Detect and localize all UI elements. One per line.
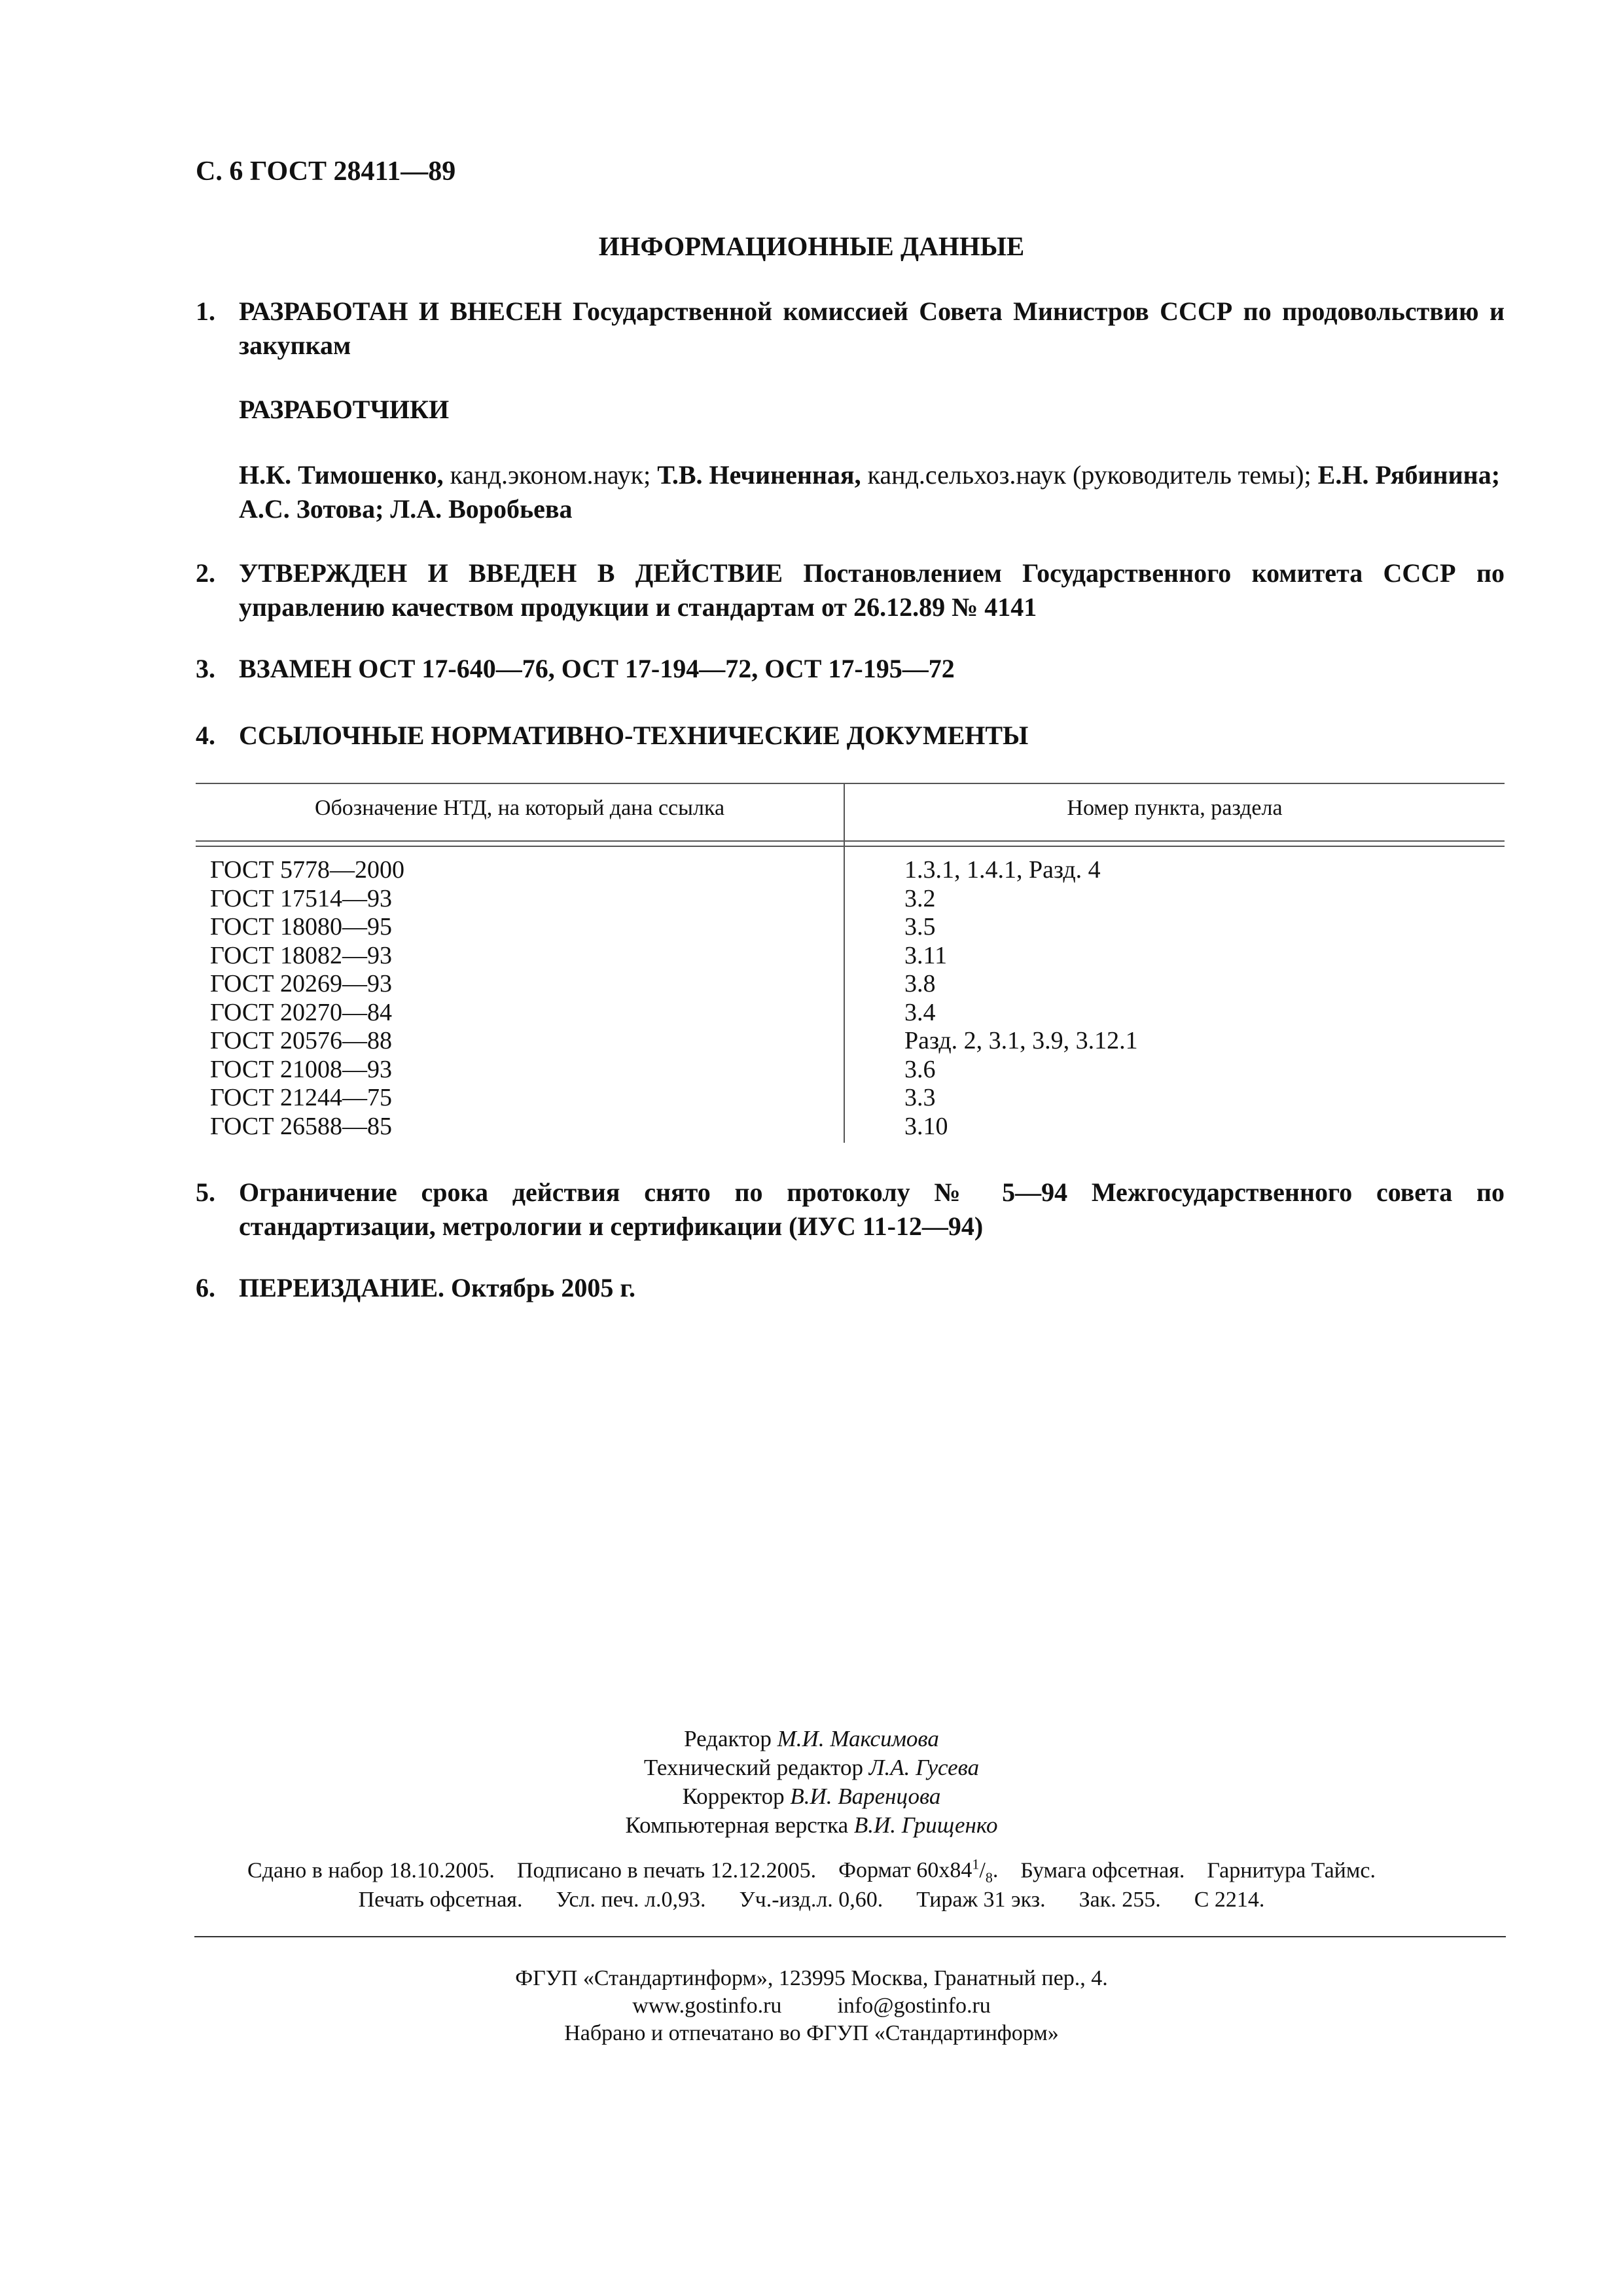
imprint-zak: Зак. 255. — [1079, 1888, 1161, 1912]
item-number: 4. — [196, 721, 215, 750]
developers-heading: РАЗРАБОТЧИКИ — [239, 395, 450, 424]
developer-degree: канд.сельхоз.наук (руководитель темы); — [861, 460, 1318, 490]
item-2 — [196, 556, 1505, 624]
table-cell-section: 3.10 — [904, 1112, 948, 1140]
credit-layout — [0, 1811, 1623, 1840]
item-text: РАЗРАБОТАН И ВНЕСЕН Государственной комиссией Совета Министров СССР по продовольствию и закупкам — [239, 296, 1505, 360]
imprint-signed: Подписано в печать 12.12.2005. — [516, 1858, 817, 1883]
table-top-rule — [196, 783, 1505, 784]
table-column-section — [904, 856, 1138, 1141]
publisher-printed: Набрано и отпечатано во ФГУП «Стандартинформ» — [564, 2021, 1059, 2045]
credit-role: Корректор — [682, 1784, 785, 1809]
item-4 — [196, 719, 1505, 753]
credit-name: М.И. Максимова — [777, 1726, 939, 1751]
credit-role: Технический редактор — [643, 1755, 864, 1780]
item-6 — [196, 1271, 1505, 1305]
table-cell-section: 3.8 — [904, 970, 936, 997]
table-header-section: Номер пункта, раздела — [1067, 796, 1283, 820]
imprint-uch: Уч.-изд.л. 0,60. — [739, 1888, 883, 1912]
table-cell-section: 3.3 — [904, 1084, 936, 1111]
developer-names: Е.Н. Рябинина; А.С. Зотова; Л.А. Воробьева — [239, 460, 1501, 524]
publisher-website[interactable]: www.gostinfo.ru — [632, 1994, 782, 2018]
credit-tech-editor — [0, 1753, 1623, 1782]
developers-list — [239, 458, 1505, 526]
item-1 — [196, 295, 1505, 363]
item-number: 3. — [196, 654, 215, 683]
table-column-divider — [844, 783, 845, 1143]
imprint-usl: Усл. печ. л.0,93. — [556, 1888, 706, 1912]
item-text: УТВЕРЖДЕН И ВВЕДЕН В ДЕЙСТВИЕ Постановлением Государственного комитета СССР по управлению качеством продукции и стандартам от 26.12.89 № 4141 — [239, 558, 1505, 622]
table-cell-designation: ГОСТ 26588—85 — [210, 1112, 392, 1140]
publisher-address: ФГУП «Стандартинформ», 123995 Москва, Гранатный пер., 4. — [515, 1966, 1108, 1990]
imprint-c: С 2214. — [1194, 1888, 1265, 1912]
imprint-sent: Сдано в набор 18.10.2005. — [247, 1858, 495, 1883]
table-cell-section: 3.4 — [904, 998, 936, 1026]
publisher-email[interactable]: info@gostinfo.ru — [837, 1994, 991, 2018]
table-cell-designation: ГОСТ 20270—84 — [210, 998, 392, 1026]
table-cell-designation: ГОСТ 20269—93 — [210, 970, 392, 997]
publisher-contacts — [0, 1992, 1623, 2020]
table-cell-section: 3.6 — [904, 1055, 936, 1083]
item-3 — [196, 652, 1505, 686]
table-header-designation: Обозначение НТД, на который дана ссылка — [314, 796, 725, 820]
item-number: 2. — [196, 558, 215, 588]
format-prefix: Формат 60х84 — [838, 1858, 972, 1883]
developer-name: Н.К. Тимошенко, — [239, 460, 444, 490]
imprint-format — [838, 1856, 999, 1886]
table-cell-section: 3.2 — [904, 884, 936, 912]
table-header-rule — [196, 840, 1505, 842]
item-text: ВЗАМЕН ОСТ 17-640—76, ОСТ 17-194—72, ОСТ 17-195—72 — [239, 654, 955, 683]
table-cell-designation: ГОСТ 21244—75 — [210, 1084, 392, 1111]
item-number: 1. — [196, 296, 215, 326]
table-cell-section: 1.3.1, 1.4.1, Разд. 4 — [904, 856, 1101, 884]
item-number: 5. — [196, 1177, 215, 1207]
credit-editor — [0, 1725, 1623, 1753]
format-slash: / — [979, 1858, 986, 1883]
developer-name: Т.В. Нечиненная, — [657, 460, 861, 490]
item-text: Ограничение срока действия снято по протоколу № 5—94 Межгосударственного совета по стандартизации, метрологии и сертификации (ИУС 11-12—94) — [239, 1177, 1505, 1241]
developer-degree: канд.эконом.наук; — [443, 460, 658, 490]
credit-name: В.И. Варенцова — [790, 1784, 941, 1809]
footer-rule — [194, 1936, 1506, 1937]
format-sub: 8 — [985, 1869, 993, 1886]
reference-table — [196, 783, 1505, 1143]
table-cell-designation: ГОСТ 5778—2000 — [210, 856, 404, 884]
credit-role: Компьютерная верстка — [625, 1812, 849, 1838]
item-text: ССЫЛОЧНЫЕ НОРМАТИВНО-ТЕХНИЧЕСКИЕ ДОКУМЕНТЫ — [239, 721, 1029, 750]
imprint-font: Гарнитура Таймс. — [1207, 1858, 1376, 1883]
table-cell-designation: ГОСТ 18080—95 — [210, 913, 392, 941]
imprint-paper: Бумага офсетная. — [1020, 1858, 1185, 1883]
credit-role: Редактор — [684, 1726, 772, 1751]
imprint-print: Печать офсетная. — [358, 1888, 523, 1912]
imprint-tirazh: Тираж 31 экз. — [916, 1888, 1046, 1912]
page-header: С. 6 ГОСТ 28411—89 — [196, 156, 456, 187]
credits-block — [0, 1725, 1623, 1840]
imprint-line-2 — [0, 1888, 1623, 1912]
table-cell-designation: ГОСТ 17514—93 — [210, 884, 392, 912]
table-column-designation — [210, 856, 404, 1141]
table-cell-designation: ГОСТ 21008—93 — [210, 1055, 392, 1083]
item-number: 6. — [196, 1273, 215, 1302]
table-cell-section: 3.11 — [904, 941, 948, 969]
format-post: . — [992, 1858, 999, 1883]
table-cell-designation: ГОСТ 18082—93 — [210, 941, 392, 969]
table-cell-section: Разд. 2, 3.1, 3.9, 3.12.1 — [904, 1027, 1138, 1054]
table-cell-section: 3.5 — [904, 913, 936, 941]
table-cell-designation: ГОСТ 20576—88 — [210, 1027, 392, 1054]
section-title: ИНФОРМАЦИОННЫЕ ДАННЫЕ — [598, 231, 1025, 261]
format-sup: 1 — [972, 1856, 980, 1873]
table-header-rule — [196, 846, 1505, 847]
credit-name: Л.А. Гусева — [868, 1755, 980, 1780]
item-text: ПЕРЕИЗДАНИЕ. Октябрь 2005 г. — [239, 1273, 635, 1302]
publisher-footer — [0, 1965, 1623, 2047]
imprint-line-1 — [0, 1856, 1623, 1886]
credit-corrector — [0, 1782, 1623, 1811]
item-5 — [196, 1175, 1505, 1244]
credit-name: В.И. Грищенко — [853, 1812, 998, 1838]
